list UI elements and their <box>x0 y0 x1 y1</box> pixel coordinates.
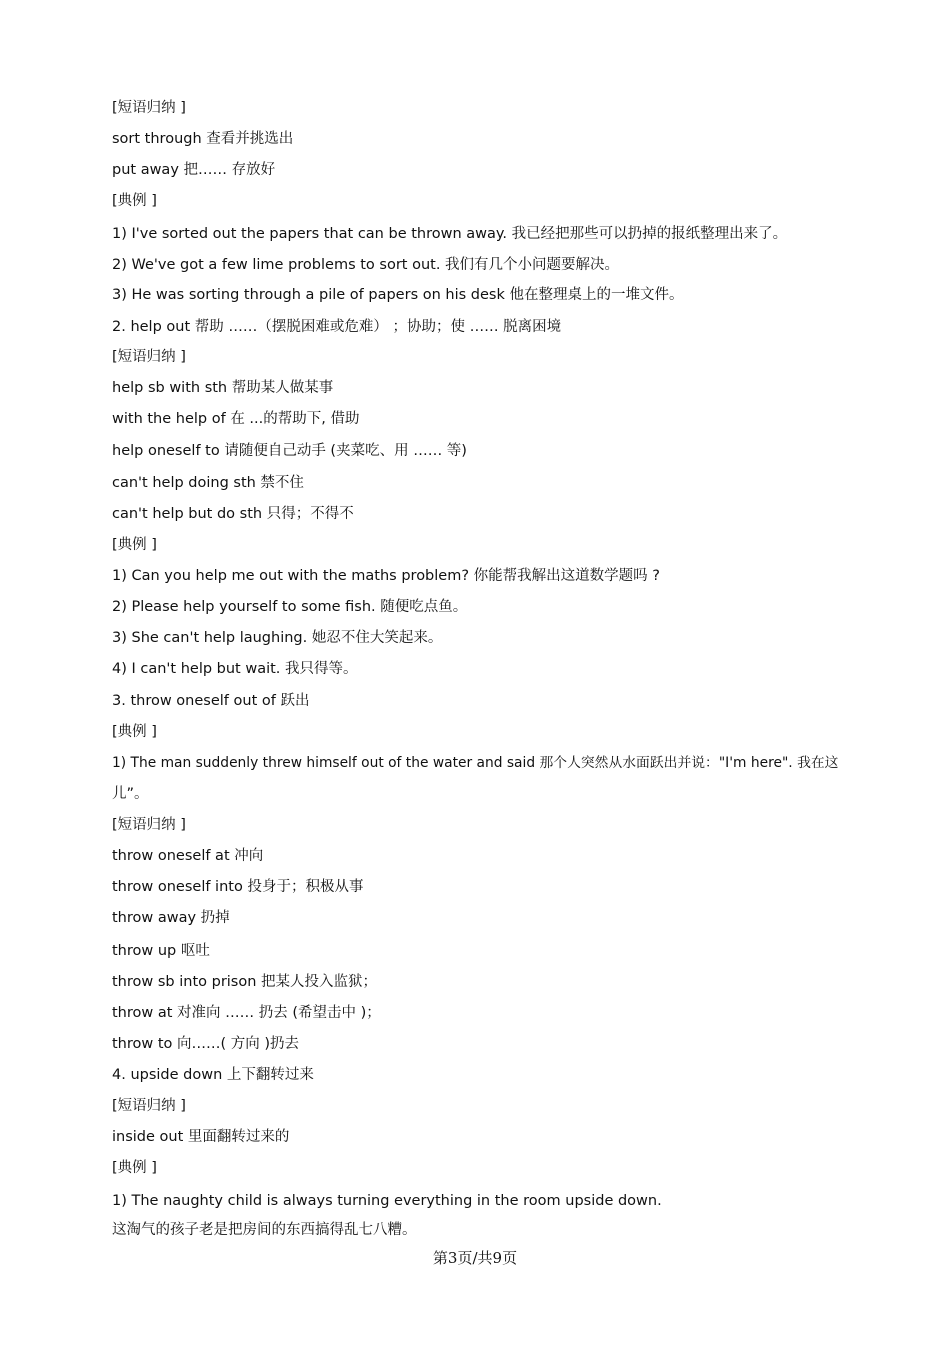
text-line: 3) She can't help laughing. 她忍不住大笑起来。 <box>112 630 443 646</box>
text-line: [短语归纳 ] <box>112 817 186 833</box>
text-line: throw up 呕吐 <box>112 943 210 959</box>
text-line: help sb with sth 帮助某人做某事 <box>112 380 334 396</box>
text-line: 4. upside down 上下翻转过来 <box>112 1067 314 1083</box>
text-line: help oneself to 请随便自己动手 (夹菜吃、用 …… 等) <box>112 443 467 459</box>
text-line: 这淘气的孩子老是把房间的东西搞得乱七八糟。 <box>112 1222 417 1238</box>
text-line: 1) The naughty child is always turning everything in the room upside down. <box>112 1193 662 1209</box>
text-line: [短语归纳 ] <box>112 1098 186 1114</box>
text-line: [典例 ] <box>112 537 157 553</box>
text-line: [典例 ] <box>112 724 157 740</box>
text-line: 2) We've got a few lime problems to sort out. 我们有几个小问题要解决。 <box>112 257 620 273</box>
text-line: [短语归纳 ] <box>112 349 186 365</box>
text-line: throw away 扔掉 <box>112 910 230 926</box>
text-line: 3. throw oneself out of 跃出 <box>112 693 310 709</box>
text-line: throw sb into prison 把某人投入监狱； <box>112 974 378 990</box>
text-line: 2. help out 帮助 ……（摆脱困难或危难） ；协助；使 …… 脱离困境 <box>112 319 562 335</box>
text-line: [短语归纳 ] <box>112 100 186 116</box>
text-line: [典例 ] <box>112 1160 157 1176</box>
text-line: throw oneself into 投身于；积极从事 <box>112 879 364 895</box>
text-line: 1) The man suddenly threw himself out of the water and said 那个人突然从水面跃出并说："I'm here". 我在这 <box>112 755 839 771</box>
text-line: can't help but do sth 只得；不得不 <box>112 506 354 522</box>
text-line: can't help doing sth 禁不住 <box>112 475 304 491</box>
text-line: [典例 ] <box>112 193 157 209</box>
text-line: sort through 查看并挑选出 <box>112 131 294 147</box>
text-line: put away 把…… 存放好 <box>112 162 276 178</box>
text-line: with the help of 在 ...的帮助下, 借助 <box>112 411 360 427</box>
text-line: 1) I've sorted out the papers that can be thrown away. 我已经把那些可以扔掉的报纸整理出来了。 <box>112 226 788 242</box>
text-line: throw at 对准向 …… 扔去 (希望击中 )； <box>112 1005 381 1021</box>
text-line: 3) He was sorting through a pile of papers on his desk 他在整理桌上的一堆文件。 <box>112 287 684 303</box>
text-line: 1) Can you help me out with the maths problem? 你能帮我解出这道数学题吗 ? <box>112 568 660 584</box>
text-line: 儿”。 <box>112 786 149 802</box>
text-line: 4) I can't help but wait. 我只得等。 <box>112 661 358 677</box>
text-line: throw to 向……( 方向 )扔去 <box>112 1036 300 1052</box>
text-line: 2) Please help yourself to some fish. 随便吃点鱼。 <box>112 599 468 615</box>
page-number-footer: 第3页/共9页 <box>432 1249 518 1267</box>
text-line: inside out 里面翻转过来的 <box>112 1129 290 1145</box>
text-line: throw oneself at 冲向 <box>112 848 264 864</box>
